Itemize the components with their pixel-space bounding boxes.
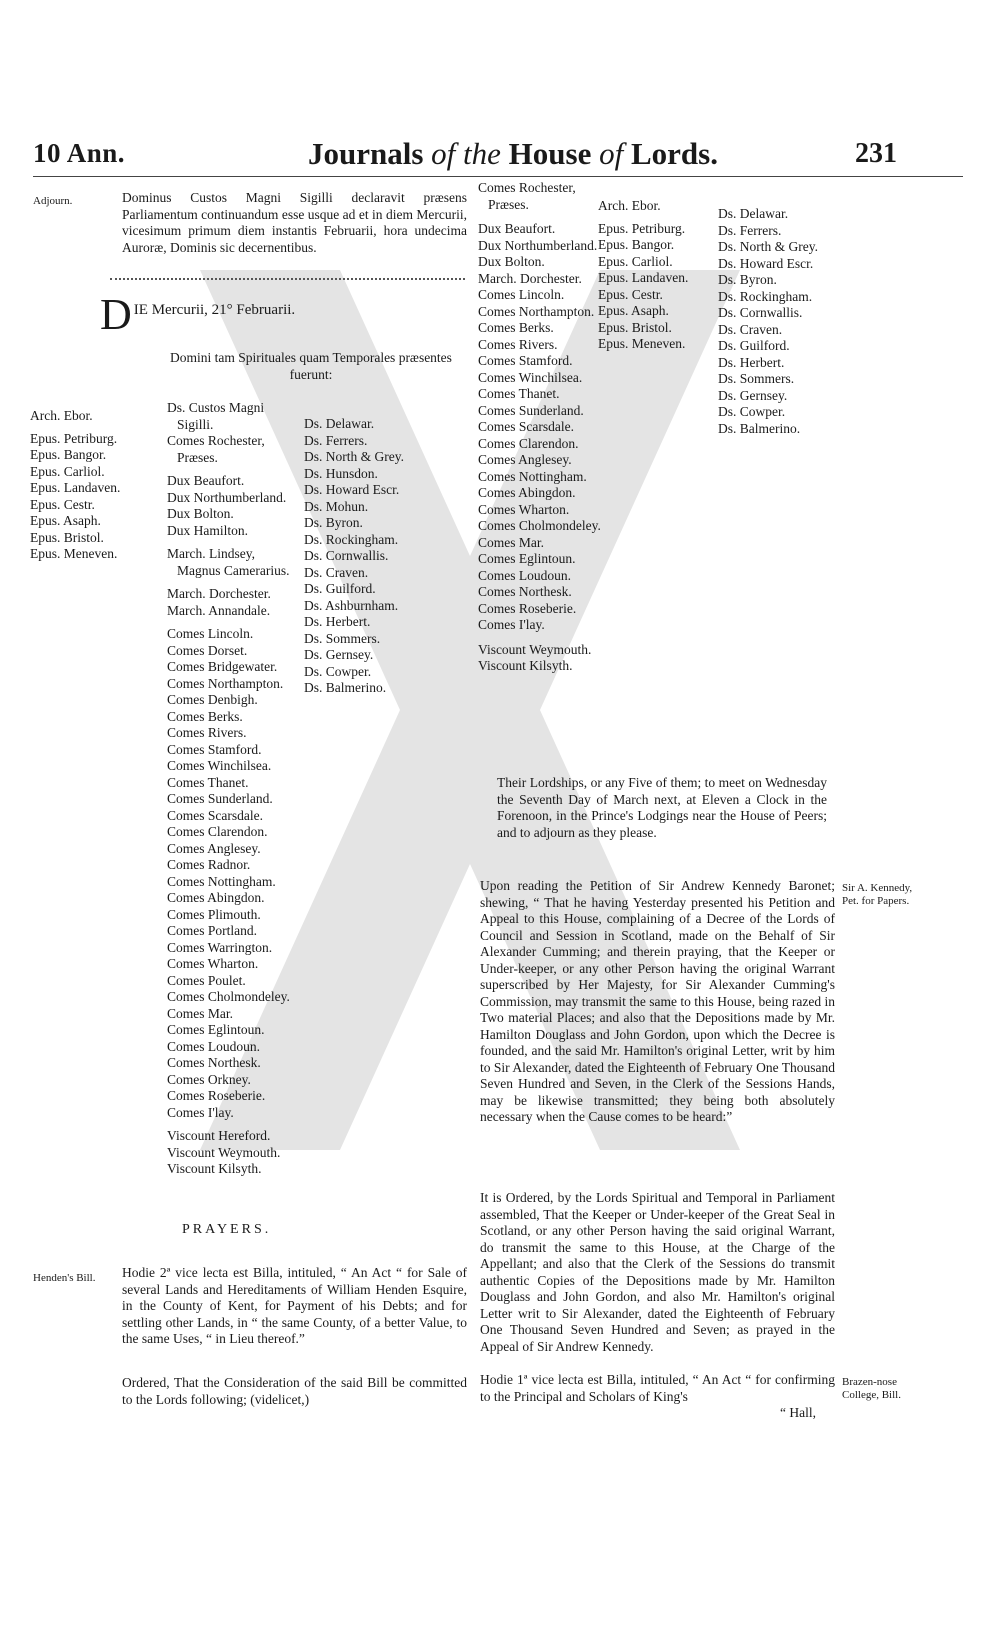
attendee: March. Dorchester. xyxy=(167,586,271,601)
attendee: Ds. Delawar. xyxy=(304,416,375,431)
attendee: Ds. Craven. xyxy=(304,564,369,580)
committee-col-peers xyxy=(478,180,601,675)
attendee: Viscount Weymouth. xyxy=(167,1144,281,1160)
committee-member: Comes Winchilsea. xyxy=(478,369,583,385)
committee-member: Epus. Bristol. xyxy=(598,319,672,335)
catchword: “ Hall, xyxy=(780,1405,816,1420)
committee-member: Comes Rivers. xyxy=(478,336,558,352)
margin-note-kennedy: Sir A. Kennedy, Pet. for Papers. xyxy=(842,882,913,907)
title-of: of xyxy=(431,136,456,171)
committee-member: Ds. Howard Escr. xyxy=(718,255,814,271)
committee-member: Epus. Cestr. xyxy=(598,286,663,302)
attendee: Comes Portland. xyxy=(167,923,257,938)
attendee: Ds. Balmerino. xyxy=(304,680,387,695)
attendee: Ds. Gernsey. xyxy=(304,647,374,662)
attendee: Comes Poulet. xyxy=(167,972,246,988)
attendee: Comes Northampton. xyxy=(167,675,284,691)
committee-member: Epus. Asaph. xyxy=(598,303,669,318)
attendee: Comes Northesk. xyxy=(167,1055,261,1070)
attendee: Comes Rochester, xyxy=(167,433,265,448)
attendee: March. Lindsey, xyxy=(167,546,255,561)
attendee: Ds. Howard Escr. xyxy=(304,482,400,497)
attendee: Comes Radnor. xyxy=(167,857,251,872)
attendee: Epus. Cestr. xyxy=(30,496,95,512)
attendee: Epus. Bangor. xyxy=(30,447,107,462)
lordships-paragraph: Their Lordships, or any Five of them; to meet on Wednesday the Seventh Day of March next, at Eleven a Clock in the Forenoon, in the Prince's Lodgings near the House of Peers; and to adjourn as they please. xyxy=(497,775,827,840)
committee-member: Ds. Sommers. xyxy=(718,371,795,386)
committee-member: Epus. Petriburg. xyxy=(598,220,686,236)
committee-member: Ds. Cowper. xyxy=(718,404,786,419)
committee-member: Comes Scarsdale. xyxy=(478,419,574,434)
committee-member: Dux Northumberland. xyxy=(478,237,598,253)
committee-col-bishops xyxy=(598,198,688,353)
page-running-title xyxy=(308,136,718,172)
attendee: Comes I'lay. xyxy=(167,1104,234,1120)
committee-col-barons xyxy=(718,206,818,437)
attendee: Dux Northumberland. xyxy=(167,489,287,505)
attendee: Comes Cholmondeley. xyxy=(167,989,290,1004)
attendee: Comes Stamford. xyxy=(167,741,262,757)
committee-member: Comes Cholmondeley. xyxy=(478,518,601,533)
committee-member: Comes Wharton. xyxy=(478,501,570,517)
attendee: Ds. Ferrers. xyxy=(304,432,368,448)
title-the: the xyxy=(463,136,501,171)
committee-member: Comes Mar. xyxy=(478,534,544,550)
attendee: Epus. Landaven. xyxy=(30,480,121,495)
attendance-col-barons xyxy=(304,416,404,697)
attendee: Comes Loudoun. xyxy=(167,1038,260,1054)
attendee: Epus. Petriburg. xyxy=(30,430,118,446)
attendee: Ds. Herbert. xyxy=(304,614,371,629)
brazen-nose-bill-paragraph: Hodie 1ª vice lecta est Billa, intituled, “ An Act “ for confirming to the Principal and Scholars of King's xyxy=(480,1372,835,1404)
attendee: Comes Nottingham. xyxy=(167,873,276,889)
attendee: Comes Plimouth. xyxy=(167,906,261,922)
attendee: March. Annandale. xyxy=(167,602,271,618)
title-journals: Journals xyxy=(308,136,424,171)
prayers-heading: PRAYERS. xyxy=(182,1222,272,1237)
attendee: Comes Winchilsea. xyxy=(167,758,272,773)
attendee: Comes Denbigh. xyxy=(167,692,258,707)
attendee: Viscount Kilsyth. xyxy=(167,1161,262,1176)
attendee: Comes Rivers. xyxy=(167,725,247,740)
committee-member: Præses. xyxy=(488,196,529,212)
date-heading xyxy=(100,290,470,339)
committee-member: Comes Eglintoun. xyxy=(478,551,576,566)
committee-member: Viscount Weymouth. xyxy=(478,641,592,657)
attendee: Comes Lincoln. xyxy=(167,626,254,641)
attendee: Comes Bridgewater. xyxy=(167,659,278,674)
committee-member: Viscount Kilsyth. xyxy=(478,658,573,673)
attendee: Magnus Camerarius. xyxy=(177,562,290,578)
attendance-col-bishops xyxy=(30,408,120,563)
section-divider xyxy=(110,278,465,280)
margin-note-brazen: Brazen-nose College, Bill. xyxy=(842,1376,901,1401)
attendee: Comes Wharton. xyxy=(167,956,259,971)
title-of-2: of xyxy=(599,136,624,171)
committee-member: Ds. Gernsey. xyxy=(718,387,788,403)
committee-member: Comes Northampton. xyxy=(478,303,595,319)
attendee: Comes Clarendon. xyxy=(167,824,268,839)
present-heading: Domini tam Spirituales quam Temporales præsentes fuerunt: xyxy=(170,350,452,382)
committee-member: Ds. Craven. xyxy=(718,321,783,337)
attendee: Sigilli. xyxy=(177,416,214,432)
attendee: Ds. Cornwallis. xyxy=(304,548,389,563)
kennedy-petition-paragraph: Upon reading the Petition of Sir Andrew Kennedy Baronet; shewing, “ That he having Yesterday presented his Petition and Appeal to this House, complaining of a Decree of the Lords of Council and Session in Scotland, made on the Behalf of Sir Alexander Cumming; and therein praying, that the Keeper or Under-keeper, or any other Person having the original Warrant superscribed by Her Majesty, for Sir Alexander Cumming's Commission, may transmit the same to this House, being razed in Two material Places; and also that the Depositions made by Mr. Hamilton Douglass and John Gordon, upon which the Decree is founded, and the said Mr. Hamilton's original Letter, writ by him to Sir Alexander, dated the Eighteenth of February One Thousand Seven Hundred and Seven, in the Clerk of the Sessions Hands, may be likewise transmitted; they being both absolutely necessary when the Cause comes to be heard:” xyxy=(480,878,835,1124)
page-number: 231 xyxy=(855,138,897,169)
committee-member: Epus. Bangor. xyxy=(598,237,675,252)
attendee: Ds. Ashburnham. xyxy=(304,597,399,613)
page-regnal-year: 10 Ann. xyxy=(33,138,126,168)
committee-member: Comes Sunderland. xyxy=(478,402,584,418)
attendee: Ds. Hunsdon. xyxy=(304,465,378,481)
committee-member: Dux Bolton. xyxy=(478,254,545,269)
attendee: Dux Beaufort. xyxy=(167,473,245,488)
committee-member: Epus. Landaven. xyxy=(598,270,689,285)
committee-member: Comes Lincoln. xyxy=(478,287,565,302)
attendee: Arch. Ebor. xyxy=(30,408,93,423)
committee-member: Comes Roseberie. xyxy=(478,600,577,616)
attendee: Epus. Carliol. xyxy=(30,463,105,479)
attendee: Comes Sunderland. xyxy=(167,791,273,806)
committee-member: March. Dorchester. xyxy=(478,270,582,286)
committee-member: Arch. Ebor. xyxy=(598,198,661,213)
attendee: Comes Thanet. xyxy=(167,774,249,790)
margin-note-henden: Henden's Bill. xyxy=(33,1272,96,1284)
committee-member: Comes Rochester, xyxy=(478,180,576,195)
attendee: Ds. Cowper. xyxy=(304,663,372,679)
attendee: Viscount Hereford. xyxy=(167,1128,271,1143)
attendee: Dux Hamilton. xyxy=(167,522,248,538)
attendee: Comes Roseberie. xyxy=(167,1088,266,1103)
committee-member: Comes Stamford. xyxy=(478,353,573,368)
attendance-col-peers xyxy=(167,400,297,1178)
committee-member: Ds. Ferrers. xyxy=(718,222,782,238)
attendee: Comes Dorset. xyxy=(167,642,248,658)
committee-member: Ds. Herbert. xyxy=(718,354,785,370)
committee-member: Ds. Delawar. xyxy=(718,206,789,221)
attendee: Ds. Rockingham. xyxy=(304,531,399,547)
committee-member: Comes Abingdon. xyxy=(478,485,576,500)
header-rule xyxy=(33,176,963,177)
ordered-committee-paragraph: Ordered, That the Consideration of the said Bill be committed to the Lords following; (videlicet,) xyxy=(122,1375,467,1407)
attendee: Ds. North & Grey. xyxy=(304,449,404,464)
committee-member: Dux Beaufort. xyxy=(478,221,556,236)
attendee: Epus. Bristol. xyxy=(30,529,104,545)
title-house: House xyxy=(508,136,592,171)
committee-member: Comes Berks. xyxy=(478,320,554,335)
attendee: Ds. Guilford. xyxy=(304,581,376,596)
committee-member: Ds. Guilford. xyxy=(718,338,790,353)
committee-member: Comes Nottingham. xyxy=(478,468,587,484)
attendee: Comes Eglintoun. xyxy=(167,1022,265,1037)
attendee: Ds. Sommers. xyxy=(304,630,381,646)
attendee: Comes Berks. xyxy=(167,708,243,724)
drop-cap: D xyxy=(100,290,132,339)
date-heading-text: IE Mercurii, 21° Februarii. xyxy=(133,302,296,318)
committee-member: Epus. Meneven. xyxy=(598,336,686,351)
committee-member: Comes I'lay. xyxy=(478,617,545,632)
attendee: Ds. Custos Magni xyxy=(167,400,265,415)
ordered-transmit-paragraph: It is Ordered, by the Lords Spiritual and Temporal in Parliament assembled, That the Keeper or Under-keeper of the Great Seal in Scotland, or any other Person having the said original Warrant, do transmit the same to this House, at the Charge of the Appellant; and also that the Clerk of the Sessions do transmit authentic Copies of the Depositions made by Mr. Hamilton Douglass and John Gordon, and also Mr. Hamilton's original Letter writ to Sir Alexander, dated the Eighteenth of February One Thousand Seven Hundred and Seven; as prayed in the Appeal of Sir Andrew Kennedy. xyxy=(480,1190,835,1354)
committee-member: Comes Northesk. xyxy=(478,584,572,599)
committee-member: Comes Clarendon. xyxy=(478,435,579,451)
committee-member: Comes Loudoun. xyxy=(478,567,571,583)
attendee: Dux Bolton. xyxy=(167,506,234,521)
title-lords: Lords. xyxy=(630,136,718,171)
committee-member: Comes Thanet. xyxy=(478,386,560,401)
attendee: Præses. xyxy=(177,449,218,465)
attendee: Epus. Meneven. xyxy=(30,546,118,561)
committee-member: Ds. Rockingham. xyxy=(718,288,813,304)
committee-member: Ds. North & Grey. xyxy=(718,239,818,254)
committee-member: Ds. Byron. xyxy=(718,272,777,287)
attendee: Comes Warrington. xyxy=(167,939,273,955)
attendee: Epus. Asaph. xyxy=(30,513,101,528)
margin-note-adjourn: Adjourn. xyxy=(33,195,73,207)
attendee: Comes Scarsdale. xyxy=(167,807,263,823)
committee-member: Epus. Carliol. xyxy=(598,253,673,269)
attendee: Comes Anglesey. xyxy=(167,840,261,856)
committee-member: Comes Anglesey. xyxy=(478,452,572,467)
committee-member: Ds. Cornwallis. xyxy=(718,305,803,320)
adjourn-paragraph: Dominus Custos Magni Sigilli declaravit præsens Parliamentum continuandum esse usque ad et in diem Mercurii, vicesimum primum diem instantis Februarii, hora undecima Auroræ, Dominis sic decernentibus. xyxy=(122,190,467,255)
attendee: Comes Mar. xyxy=(167,1005,233,1021)
attendee: Comes Orkney. xyxy=(167,1071,251,1087)
committee-member: Ds. Balmerino. xyxy=(718,420,801,436)
attendee: Ds. Byron. xyxy=(304,515,363,530)
henden-bill-paragraph: Hodie 2ª vice lecta est Billa, intituled, “ An Act “ for Sale of several Lands and Hereditaments of William Henden Esquire, in the County of Kent, for Payment of his Debts; and for settling other Lands, in “ the same County, of a better Value, to the same Uses, “ in Lieu thereof.” xyxy=(122,1265,467,1346)
attendee: Comes Abingdon. xyxy=(167,890,265,905)
attendee: Ds. Mohun. xyxy=(304,498,369,514)
